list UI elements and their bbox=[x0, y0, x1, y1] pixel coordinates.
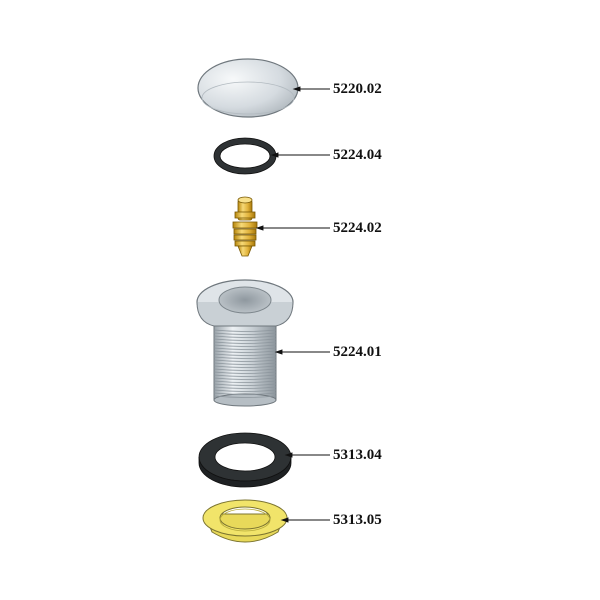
cap-part bbox=[198, 59, 298, 117]
part-number-5224-01: 5224.01 bbox=[333, 344, 382, 360]
rubber-washer-part bbox=[199, 433, 291, 487]
brass-insert-part bbox=[233, 197, 257, 256]
part-number-5220-02: 5220.02 bbox=[333, 81, 382, 97]
part-number-5313-04: 5313.04 bbox=[333, 447, 382, 463]
part-number-5224-04: 5224.04 bbox=[333, 147, 382, 163]
part-number-5224-02: 5224.02 bbox=[333, 220, 382, 236]
seal-ring-part bbox=[214, 138, 276, 174]
part-number-5313-05: 5313.05 bbox=[333, 512, 382, 528]
waste-body-part bbox=[197, 280, 293, 406]
plastic-nut-part bbox=[203, 500, 287, 542]
